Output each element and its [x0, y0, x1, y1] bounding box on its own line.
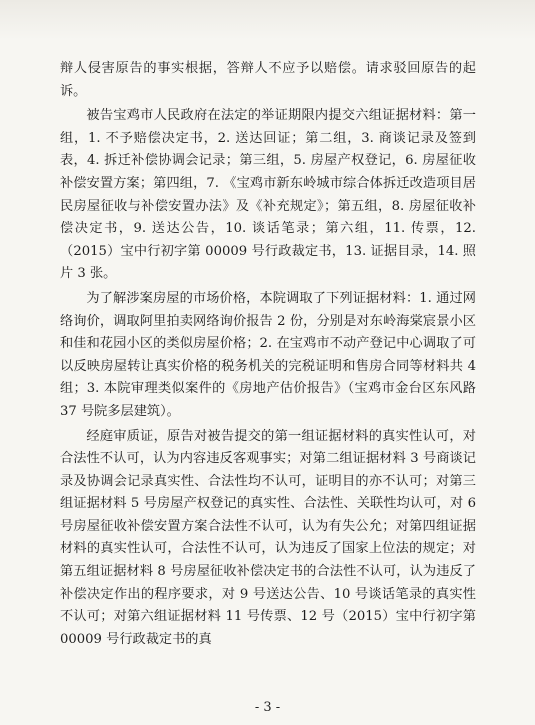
paragraph-defendant-evidence: 被告宝鸡市人民政府在法定的举证期限内提交六组证据材料：第一组，1. 不予赔偿决定书，2. 送达回证；第二组，3. 商谈记录及签到表，4. 拆迁补偿协调会记录；第三组，5. 房屋产权登记，6. 房屋征收补偿安置方案；第四组，7. 《宝鸡市新东岭城市综合体拆迁改造项目居民房屋征收与补偿安置办法》及《补充规定》；第五组，8. 房屋征收补偿决定书，9. 送达公告，10. 谈话笔录；第六组，11. 传票，12.（2015）宝中行初字第 00009 号行政裁定书，13. 证据目录，14. 照片 3 张。 [60, 108, 476, 282]
paragraph-continuation: 辩人侵害原告的事实根据，答辩人不应予以赔偿。请求驳回原告的起诉。 [60, 61, 476, 99]
paragraph-cross-examination: 经庭审质证，原告对被告提交的第一组证据材料的真实性认可，对合法性不认可，认为内容违反客观事实；对第二组证据材料 3 号商谈记录及协调会记录真实性、合法性均不认可，证明目的亦不认可；对第三组证据材料 5 号房屋产权登记的真实性、合法性、关联性均认可，对 6 号房屋征收补偿安置方案合法性不认可，认为有失公允；对第四组证据材料的真实性认可，合法性不认可，认为违反了国家上位法的规定；对第五组证据材料 8 号房屋征收补偿决定书的合法性不认可，认为违反了补偿决定作出的程序要求，对 9 号送达公告、10 号谈话笔录的真实性不认可；对第六组证据材料 11 号传票、12 号（2015）宝中行初字第 00009 号行政裁定书的真 [60, 428, 476, 647]
page-number: - 3 - [254, 700, 281, 715]
document-body [60, 58, 476, 653]
paragraph-court-evidence: 为了解涉案房屋的市场价格，本院调取了下列证据材料：1. 通过网络询价，调取阿里拍卖网络询价报告 2 份，分别是对东岭海棠宸景小区和佳和花园小区的类似房屋价格；2. 在宝鸡市不动产登记中心调取了可以反映房屋转让真实价格的税务机关的完税证明和售房合同等材料共 4 组；3. 本院审理类似案件的《房地产估价报告》（宝鸡市金台区东风路 37 号院多层建筑）。 [60, 290, 476, 419]
